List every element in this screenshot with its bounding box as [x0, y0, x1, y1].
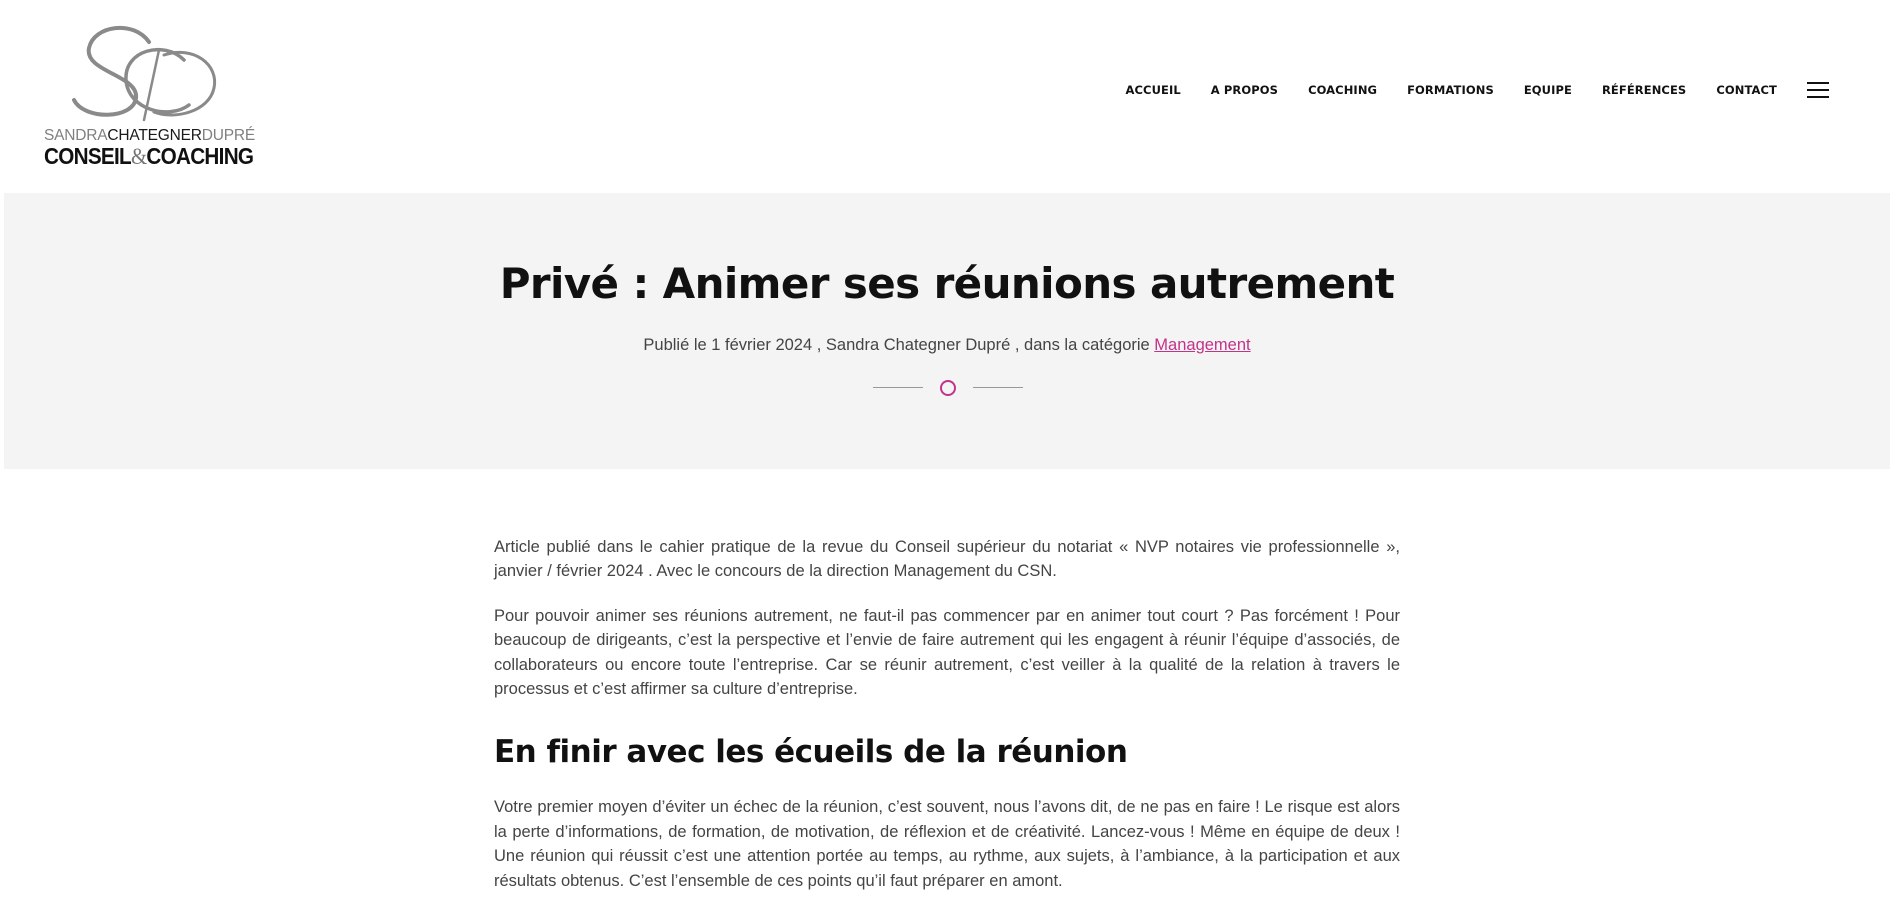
nav-item-equipe[interactable]: EQUIPE [1523, 83, 1572, 97]
logo-last-name-2: DUPRÉ [201, 127, 256, 144]
logo-name-line [44, 128, 255, 144]
article-heading: En finir avec les écueils de la réunion [494, 734, 1128, 771]
divider-circle-icon [940, 380, 956, 396]
post-meta-text: Publié le 1 février 2024 , Sandra Chategner Dupré , dans la catégorie [643, 336, 1155, 354]
site-logo[interactable] [44, 20, 256, 169]
article-paragraph-2: Pour pouvoir animer ses réunions autrement, ne faut-il pas commencer par en animer tout court ? Pas forcément ! Pour beaucoup de dirigeants, c’est la perspective et l’envie de faire autrement qui les engagent à réunir l’équipe d’associés, de collaborateurs ou encore toute l’entreprise. Car se réunir autrement, c’est veiller à la qualité de la relation à travers le processus et c’est affirmer sa culture d’entreprise. [494, 606, 1400, 699]
divider-line-right [973, 387, 1023, 388]
page-title: Privé : Animer ses réunions autrement [499, 259, 1395, 308]
logo-coaching: COACHING [146, 143, 254, 169]
article-paragraph-1: Article publié dans le cahier pratique de la revue du Conseil supérieur du notariat « NVP notaires vie professionnelle », janvier / février 2024 . Avec le concours de la direction Management du CSN. [494, 538, 1400, 581]
title-divider [873, 379, 1023, 397]
article-paragraph-3: Votre premier moyen d’éviter un échec de la réunion, c’est souvent, nous l’avons dit, de ne pas en faire ! Le risque est alors la perte d’informations, de formation, de motivation, de réflexion et de créativité. Lancez-vous ! Même en équipe de deux ! Une réunion qui réussit c’est une attention portée au temps, au rythme, aux sujets, à l’ambiance, à la participation et aux résultats obtenus. C’est l’ensemble de ces points qu’il faut préparer en amont. [494, 798, 1400, 890]
category-link[interactable]: Management [1154, 336, 1251, 354]
post-meta [4, 336, 1890, 355]
monogram-logo-icon [44, 20, 244, 130]
divider-line-left [873, 387, 923, 388]
logo-last-name: CHATEGNER [107, 127, 202, 144]
nav-item-formations[interactable]: FORMATIONS [1407, 83, 1494, 97]
article-body [494, 535, 1400, 913]
site-header [0, 0, 1893, 193]
nav-item-contact[interactable]: CONTACT [1716, 83, 1777, 97]
nav-item-a-propos[interactable]: A PROPOS [1210, 83, 1279, 97]
logo-tagline [44, 144, 253, 169]
nav-item-coaching[interactable]: COACHING [1308, 83, 1378, 97]
nav-item-references[interactable]: RÉFÉRENCES [1601, 83, 1687, 97]
nav-item-accueil[interactable]: ACCUEIL [1125, 83, 1181, 97]
hamburger-menu-icon[interactable] [1807, 82, 1829, 98]
logo-conseil: CONSEIL [44, 143, 131, 169]
main-nav [1126, 82, 1829, 98]
logo-first-name: SANDRA [44, 127, 108, 144]
page-hero [4, 193, 1890, 469]
logo-ampersand: & [130, 144, 147, 169]
